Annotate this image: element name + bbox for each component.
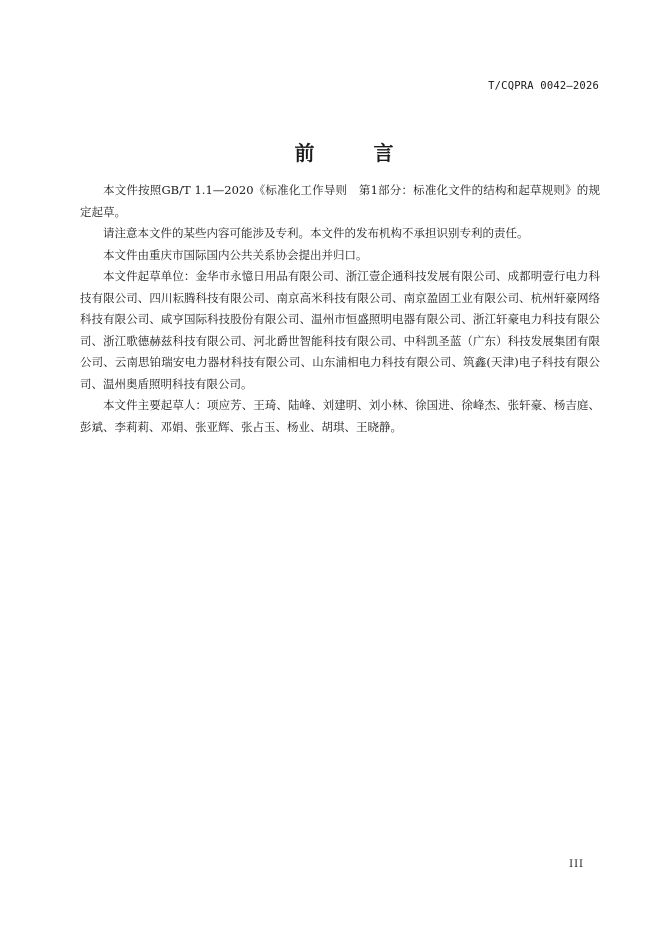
- paragraph-drafting-units: 本文件起草单位：金华市永憶日用品有限公司、浙江壹企通科技发展有限公司、成都明壹行电力科技有限公司、四川耘腾科技有限公司、南京高米科技有限公司、南京盈固工业有限公司、杭州轩豪网络科技有限公司、咸亨国际科技股份有限公司、温州市恒盛照明电器有限公司、浙江轩豪电力科技有限公司、浙江歌德赫兹科技有限公司、河北爵世智能科技有限公司、中科凯圣蓝（广东）科技发展集团有限公司、云南思铂瑞安电力器材科技有限公司、山东浦相电力科技有限公司、筑鑫(天津)电子科技有限公司、温州奥盾照明科技有限公司。: [80, 269, 600, 391]
- paragraph-drafting-rules: 本文件按照GB/T 1.1—2020《标准化工作导则 第1部分：标准化文件的结构和起草规则》的规定起草。: [80, 183, 600, 219]
- paragraph-drafters: 本文件主要起草人：项应芳、王琦、陆峰、刘建明、刘小林、徐国进、徐峰杰、张轩豪、杨吉庭、彭斌、李莉莉、邓娟、张亚辉、张占玉、杨业、胡琪、王晓静。: [80, 398, 600, 434]
- paragraph-patent-notice: 请注意本文件的某些内容可能涉及专利。本文件的发布机构不承担识别专利的责任。: [103, 226, 529, 240]
- page-number: III: [569, 859, 584, 870]
- paragraph-proposer: 本文件由重庆市国际国内公共关系协会提出并归口。: [103, 247, 368, 262]
- document-code: T/CQPRA 0042—2026: [488, 80, 599, 92]
- body-text: [80, 180, 600, 438]
- page-title: 前 言: [294, 141, 420, 165]
